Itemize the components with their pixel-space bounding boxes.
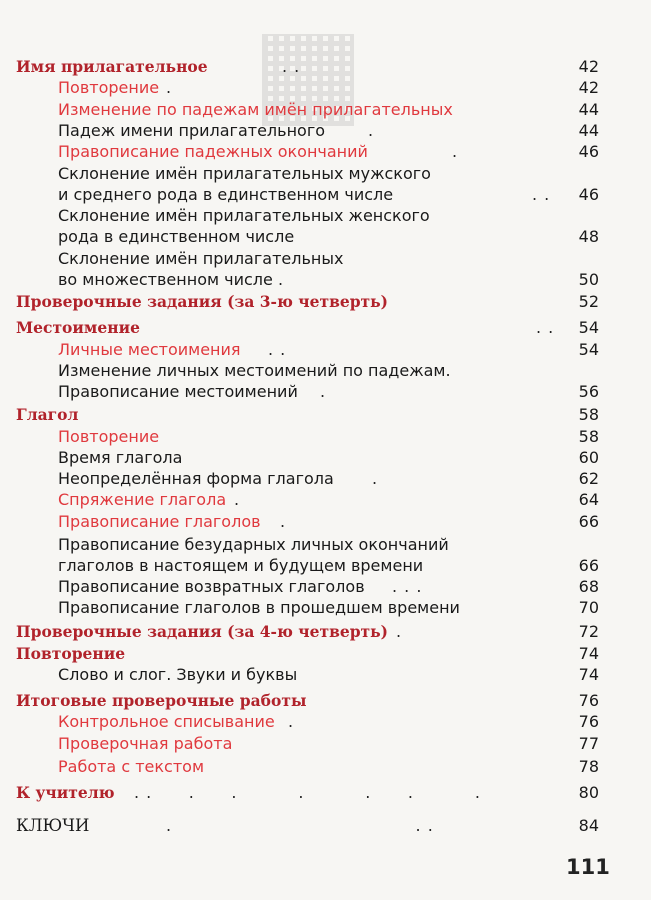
toc-entry-title: Правописание глаголов в прошедшем времени: [58, 598, 460, 617]
toc-row: [0, 447, 651, 469]
toc-entry-title: во множественном числе: [58, 270, 273, 289]
toc-page-number: 50: [578, 270, 599, 289]
toc-row: [0, 690, 651, 712]
toc-row: [0, 756, 651, 778]
toc-entry-title: Проверочная работа: [58, 734, 233, 753]
toc-entry-title: Контрольное списывание: [58, 712, 275, 731]
toc-entry-title: Итоговые проверочные работы: [16, 691, 307, 710]
toc-entry-title: Слово и слог. Звуки и буквы: [58, 665, 298, 684]
toc-entry-title: Местоимение: [16, 318, 140, 337]
toc-leader-dots: . . .: [392, 577, 423, 596]
toc-leader-dots: .: [372, 469, 379, 488]
toc-row: [0, 733, 651, 755]
toc-page-number: 52: [578, 292, 599, 311]
toc-entry-title: Склонение имён прилагательных женского: [58, 206, 430, 225]
toc-row: [0, 56, 651, 78]
toc-row: [0, 621, 651, 643]
toc-entry-title: и среднего рода в единственном числе: [58, 185, 394, 204]
toc-page-number: 46: [578, 142, 599, 161]
toc-page-number: 80: [578, 783, 599, 802]
toc-row: [0, 269, 651, 291]
toc-leader-dots: . .: [532, 185, 551, 204]
toc-row: [0, 163, 651, 185]
toc-page-number: 46: [578, 185, 599, 204]
toc-row: [0, 248, 651, 270]
toc-leader-dots: . . .: [166, 816, 434, 835]
toc-entry-title: Имя прилагательное: [16, 57, 208, 76]
toc-entry-title: Повторение: [16, 644, 126, 663]
toc-entry-title: Правописание глаголов: [58, 512, 261, 531]
page-number: 111: [566, 855, 610, 879]
toc-page-number: 54: [578, 340, 599, 359]
toc-leader-dots: .: [280, 512, 287, 531]
toc-row: [0, 360, 651, 382]
toc-page-number: 44: [578, 121, 599, 140]
toc-row: [0, 511, 651, 533]
toc-leader-dots: .: [166, 78, 173, 97]
toc-row: [0, 404, 651, 426]
toc-leader-dots: . .: [282, 57, 301, 76]
toc-page-number: 62: [578, 469, 599, 488]
toc-page-number: 72: [578, 622, 599, 641]
toc-entry-title: Правописание падежных окончаний: [58, 142, 368, 161]
toc-page-number: 74: [578, 644, 599, 663]
toc-page-number: 58: [578, 427, 599, 446]
toc-leader-dots: .: [288, 712, 295, 731]
toc-page-number: 42: [578, 78, 599, 97]
toc-page-number: 48: [578, 227, 599, 246]
toc-entry-title: Спряжение глагола: [58, 490, 227, 509]
toc-row: [0, 468, 651, 490]
toc-entry-title: Проверочные задания (за 3-ю четверть): [16, 292, 389, 311]
toc-entry-title: Проверочные задания (за 4-ю четверть): [16, 622, 389, 641]
toc-row: [0, 381, 651, 403]
toc-entry-title: Склонение имён прилагательных мужского: [58, 164, 431, 183]
toc-entry-title: Повторение: [58, 427, 160, 446]
toc-row: [0, 782, 651, 804]
toc-page-number: 44: [578, 100, 599, 119]
toc-entry-title: Время глагола: [58, 448, 183, 467]
toc-leader-dots: .: [452, 142, 459, 161]
toc-row: [0, 815, 651, 837]
toc-entry-title: Правописание безударных личных окончаний: [58, 535, 449, 554]
toc-row: [0, 426, 651, 448]
toc-entry-title: К учителю: [16, 783, 115, 802]
toc-page-number: 77: [578, 734, 599, 753]
toc-page-number: 58: [578, 405, 599, 424]
toc-page-number: 74: [578, 665, 599, 684]
toc-entry-title: Изменение по падежам имён прилагательных: [58, 100, 453, 119]
toc-page-number: 76: [578, 712, 599, 731]
toc-row: [0, 120, 651, 142]
toc-entry-title: Неопределённая форма глагола: [58, 469, 334, 488]
toc-entry-title: Падеж имени прилагательного: [58, 121, 326, 140]
toc-page-number: 78: [578, 757, 599, 776]
toc-page-number: 54: [578, 318, 599, 337]
toc-row: [0, 184, 651, 206]
toc-row: [0, 555, 651, 577]
toc-row: [0, 576, 651, 598]
toc-page-number: 64: [578, 490, 599, 509]
toc-entry-title: Изменение личных местоимений по падежам.: [58, 361, 451, 380]
toc-page-number: 70: [578, 598, 599, 617]
toc-entry-title: Работа с текстом: [58, 757, 205, 776]
toc-leader-dots: . .: [536, 318, 555, 337]
toc-row: [0, 141, 651, 163]
toc-entry-title: Склонение имён прилагательных: [58, 249, 344, 268]
toc-page-number: 76: [578, 691, 599, 710]
toc-row: [0, 205, 651, 227]
toc-row: [0, 77, 651, 99]
toc-row: [0, 711, 651, 733]
toc-leader-dots: . .: [268, 340, 287, 359]
toc-entry-title: Правописание местоимений: [58, 382, 298, 401]
toc-entry-title: Правописание возвратных глаголов: [58, 577, 365, 596]
toc-row: [0, 643, 651, 665]
toc-row: [0, 664, 651, 686]
toc-page-number: 66: [578, 556, 599, 575]
toc-leader-dots: . . . . . . . .: [134, 783, 481, 802]
toc-leader-dots: .: [320, 382, 327, 401]
toc-page-number: 60: [578, 448, 599, 467]
toc-entry-title: рода в единственном числе: [58, 227, 295, 246]
toc-entry-title: Повторение: [58, 78, 160, 97]
toc-entry-title: КЛЮЧИ: [16, 816, 90, 835]
toc-page-number: 42: [578, 57, 599, 76]
toc-page-number: 56: [578, 382, 599, 401]
toc-entry-title: Личные местоимения: [58, 340, 241, 359]
toc-row: [0, 291, 651, 313]
toc-row: [0, 489, 651, 511]
toc-page-number: 68: [578, 577, 599, 596]
toc-entry-title: глаголов в настоящем и будущем времени: [58, 556, 424, 575]
toc-leader-dots: .: [278, 270, 285, 289]
toc-leader-dots: .: [368, 121, 375, 140]
toc-row: [0, 99, 651, 121]
toc-page-number: 66: [578, 512, 599, 531]
toc-row: [0, 534, 651, 556]
toc-row: [0, 597, 651, 619]
toc-row: [0, 317, 651, 339]
toc-row: [0, 226, 651, 248]
toc-page-number: 84: [578, 816, 599, 835]
toc-leader-dots: .: [396, 622, 403, 641]
toc-row: [0, 339, 651, 361]
toc-leader-dots: .: [234, 490, 241, 509]
toc-entry-title: Глагол: [16, 405, 79, 424]
